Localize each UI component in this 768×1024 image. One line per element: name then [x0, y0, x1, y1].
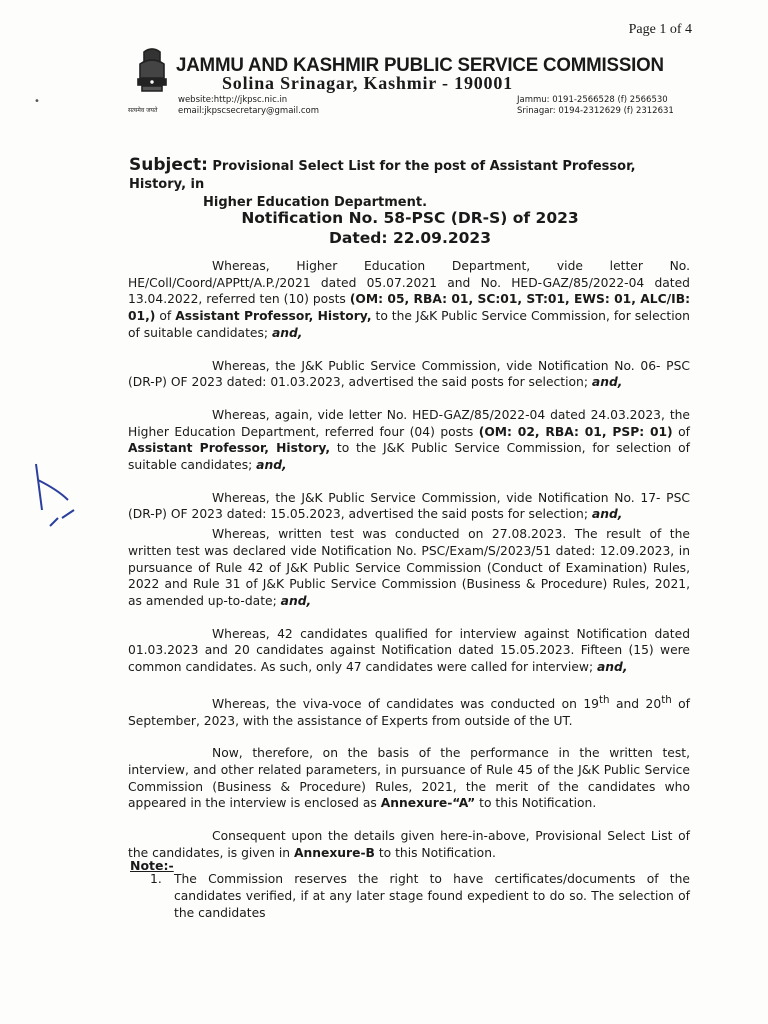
srinagar-phone: Srinagar: 0194-2312629 (f) 2312631	[517, 106, 674, 116]
paragraph-5: Whereas, written test was conducted on 27.08.2023. The result of the written test was declared vide Notification No. PSC/Exam/S/2023/51 dated: 12.09.2023, in pursuance of Rule 42 of J&K Public Service Commission (Conduct of Examination) Rules, 2022 and Rule 31 of J&K Public Service Commission (Business & Procedure) Rules, 2021, as amended up-to-date; and,	[128, 527, 690, 608]
organization-name: JAMMU AND KASHMIR PUBLIC SERVICE COMMISSION	[176, 54, 664, 76]
note-item-text: The Commission reserves the right to have certificates/documents of the candidates verified, if at any later stage found expedient to do so. The selection of the candidates	[174, 872, 690, 920]
jammu-phone: Jammu: 0191-2566528 (f) 2566530	[517, 95, 668, 105]
website: website:http://jkpsc.nic.in	[178, 95, 288, 105]
paragraph-8: Now, therefore, on the basis of the performance in the written test, interview, and other related parameters, in pursuance of Rule 45 of the J&K Public Service Commission (Business & Procedure) Rules, 2021, the merit of the candidates who appeared in the interview is enclosed as Annexure-“A” to this Notification.	[128, 746, 690, 811]
contact-web-email	[178, 95, 319, 117]
emblem-caption: सत्यमेव जयते	[128, 107, 158, 114]
paragraph-3: Whereas, again, vide letter No. HED-GAZ/85/2022-04 dated 24.03.2023, the Higher Education Department, referred four (04) posts (OM: 02, RBA: 01, PSP: 01) of Assistant Professor, History, to the J&K Public Service Commission, for selection of suitable candidates; and,	[128, 407, 690, 473]
note-item-1	[150, 871, 690, 922]
paragraph-1: Whereas, Higher Education Department, vide letter No. HE/Coll/Coord/APPtt/A.P./2021 dated 05.07.2021 and No. HED-GAZ/85/2022-04 dated 13.04.2022, referred ten (10) posts (OM: 05, RBA: 01, SC:01, ST:01, EWS: 01, ALC/IB: 01,) of Assistant Professor, History, to the J&K Public Service Commission, for selection of suitable candidates; and,	[128, 259, 690, 340]
email: email:jkpscsecretary@gmail.com	[178, 106, 319, 116]
note-item-number: 1.	[150, 872, 162, 886]
paragraph-4: Whereas, the J&K Public Service Commission, vide Notification No. 17- PSC (DR-P) OF 2023 dated: 15.05.2023, advertised the said posts for selection; and,	[128, 490, 690, 522]
paragraph-9: Consequent upon the details given here-in-above, Provisional Select List of the candidates, is given in Annexure-B to this Notification.	[128, 829, 690, 860]
note-heading: Note:-	[130, 858, 174, 873]
handwritten-mark	[28, 460, 88, 530]
page-number: Page 1 of 4	[628, 22, 692, 37]
paragraph-2: Whereas, the J&K Public Service Commission, vide Notification No. 06- PSC (DR-P) OF 2023 dated: 01.03.2023, advertised the said posts for selection; and,	[128, 358, 690, 390]
contact-phones	[517, 95, 674, 117]
subject-block	[129, 156, 689, 212]
scan-speck: •	[34, 96, 40, 107]
paragraph-7: Whereas, the viva-voce of candidates was conducted on 19th and 20th of September, 2023, with the assistance of Experts from outside of the UT.	[128, 693, 690, 728]
subject-label: Subject:	[129, 155, 208, 175]
notification-number: Notification No. 58-PSC (DR-S) of 2023	[241, 209, 579, 227]
notification-date: Dated: 22.09.2023	[329, 229, 491, 247]
subject-line-1: Provisional Select List for the post of Assistant Professor, History, in	[129, 159, 636, 192]
subject-line-2: Higher Education Department.	[203, 195, 428, 210]
notification-heading	[0, 208, 768, 248]
document-body	[128, 258, 690, 877]
paragraph-6: Whereas, 42 candidates qualified for interview against Notification dated 01.03.2023 and 20 candidates against Notification dated 15.05.2023. Fifteen (15) were common candidates. As such, only 47 candidates were called for interview; and,	[128, 626, 690, 675]
organization-address: Solina Srinagar, Kashmir - 190001	[222, 73, 513, 93]
